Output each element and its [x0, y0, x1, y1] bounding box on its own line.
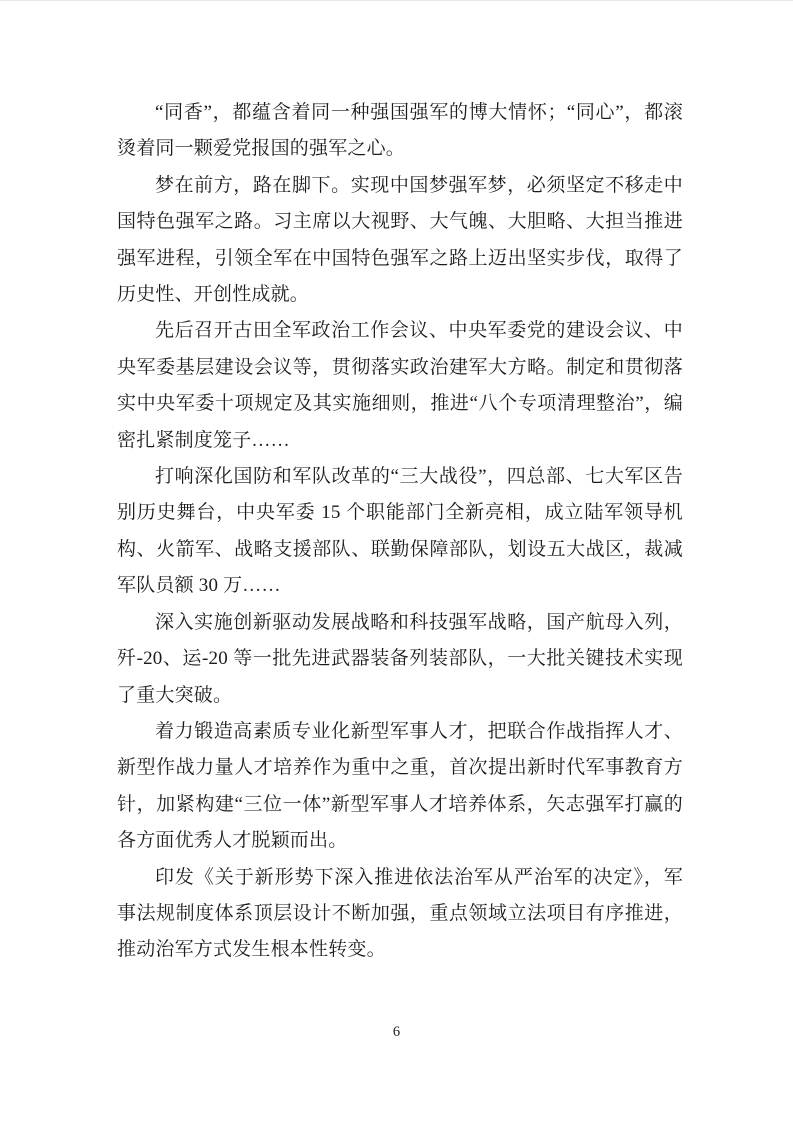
- paragraph: 印发《关于新形势下深入推进依法治军从严治军的决定》，军事法规制度体系顶层设计不断加强，重点领域立法项目有序推进，推动治军方式发生根本性转变。: [117, 866, 683, 961]
- paragraph: 深入实施创新驱动发展战略和科技强军战略，国产航母入列，歼-20、运-20 等一批先进武器装备列装部队，一大批关键技术实现了重大突破。: [117, 611, 683, 706]
- page-number: 6: [392, 1024, 401, 1040]
- paragraph: 先后召开古田全军政治工作会议、中央军委党的建设会议、中央军委基层建设会议等，贯彻落实政治建军大方略。制定和贯彻落实中央军委十项规定及其实施细则，推进“八个专项清理整治”，编密扎紧制度笼子……: [117, 320, 683, 451]
- document-body: [117, 95, 683, 969]
- paragraph: “同香”，都蕴含着同一种强国强军的博大情怀；“同心”，都滚烫着同一颗爱党报国的强军之心。: [117, 102, 683, 160]
- paragraph: 着力锻造高素质专业化新型军事人才，把联合作战指挥人才、新型作战力量人才培养作为重中之重，首次提出新时代军事教育方针，加紧构建“三位一体”新型军事人才培养体系，矢志强军打赢的各方面优秀人才脱颖而出。: [117, 720, 683, 852]
- paragraph: 梦在前方，路在脚下。实现中国梦强军梦，必须坚定不移走中国特色强军之路。习主席以大视野、大气魄、大胆略、大担当推进强军进程，引领全军在中国特色强军之路上迈出坚实步伐，取得了历史性、开创性成就。: [117, 174, 683, 306]
- paragraph: 打响深化国防和军队改革的“三大战役”，四总部、七大军区告别历史舞台，中央军委 15 个职能部门全新亮相，成立陆军领导机构、火箭军、战略支援部队、联勤保障部队，划设五大战区，裁减军队员额 30 万……: [117, 466, 683, 597]
